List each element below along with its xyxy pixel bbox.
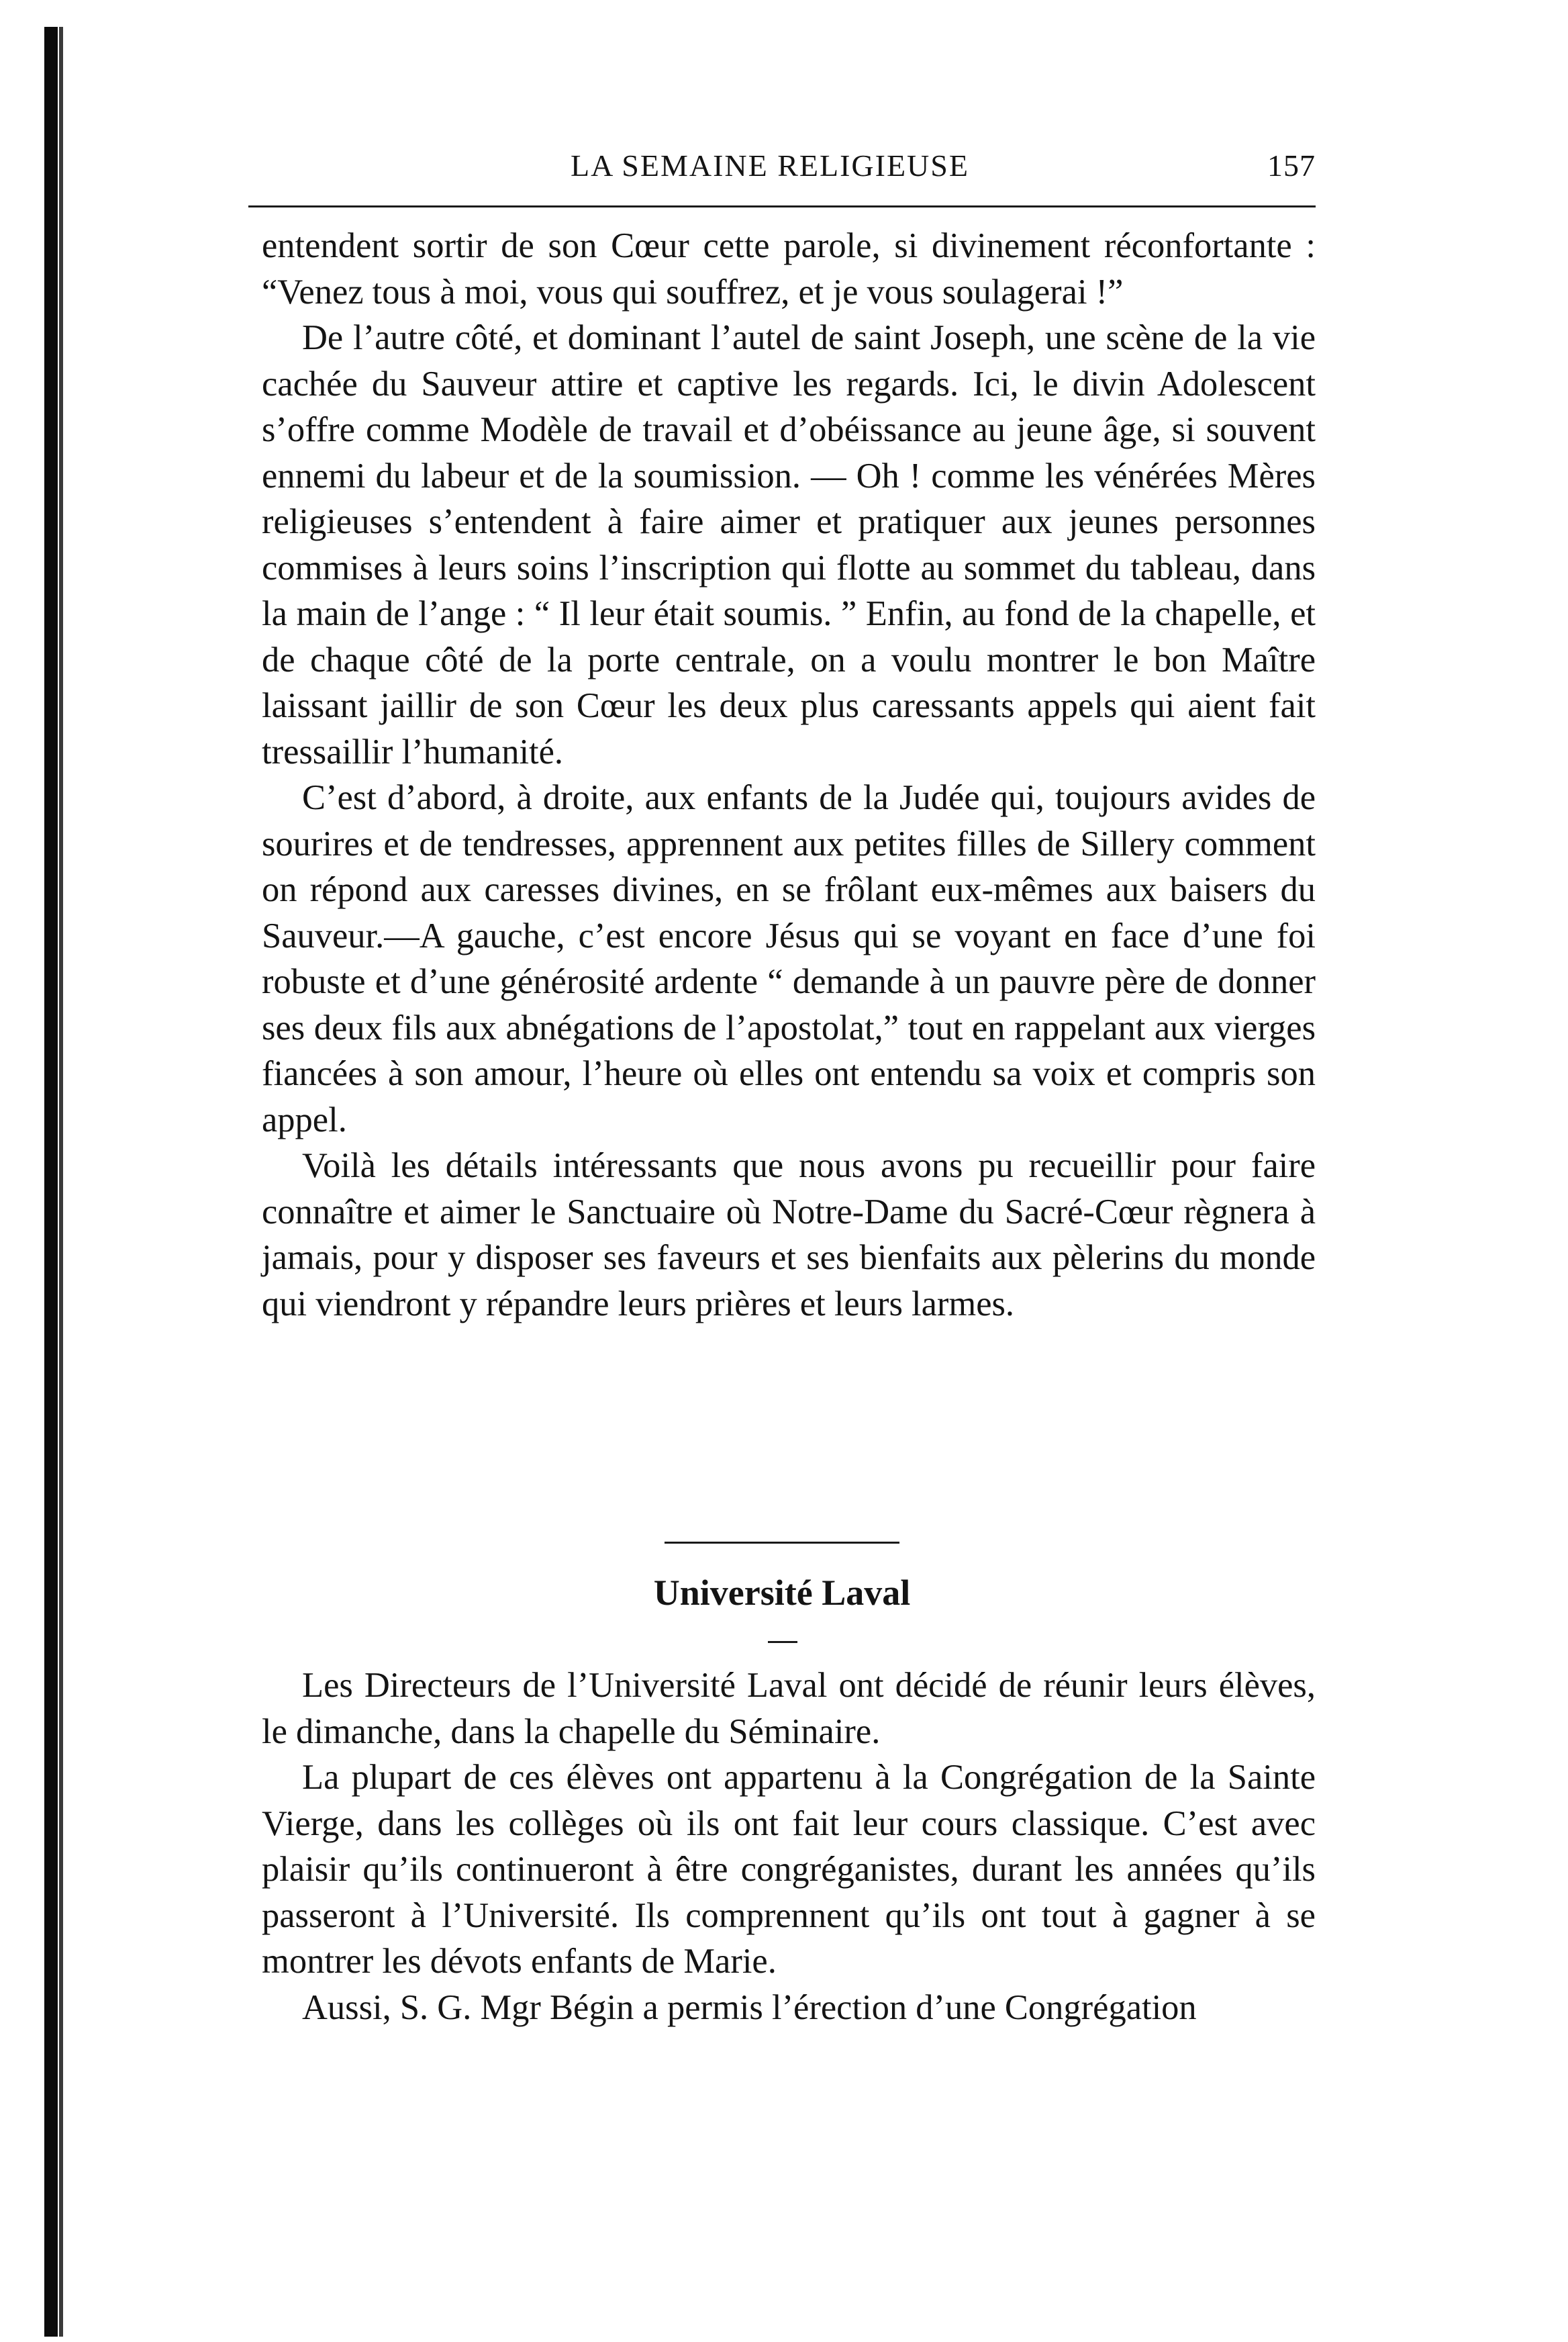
running-head bbox=[248, 148, 1316, 195]
section-2-text bbox=[262, 1662, 1316, 2030]
title-short-rule bbox=[768, 1641, 797, 1643]
header-rule bbox=[248, 205, 1316, 207]
page-number: 157 bbox=[1267, 148, 1316, 183]
section-1-text bbox=[262, 223, 1316, 1327]
paragraph: De l’autre côté, et dominant l’autel de saint Joseph, une scène de la vie cachée du Sauveur attire et captive les regards. Ici, le divin Adolescent s’offre comme Modèle de travail et d’obéissance au jeune âge, si souvent ennemi du labeur et de la soumission. — Oh ! comme les vénérées Mères religieuses s’entendent à faire aimer et pratiquer aux jeunes personnes commises à leurs soins l’inscription qui flotte au sommet du tableau, dans la main de l’ange : “ Il leur était soumis. ” Enfin, au fond de la chapelle, et de chaque côté de la porte centrale, on a voulu montrer le bon Maître laissant jaillir de son Cœur les deux plus caressants appels qui aient fait tressaillir l’humanité. bbox=[262, 318, 1316, 771]
page bbox=[248, 148, 1316, 2027]
binding-shadow bbox=[59, 27, 63, 2337]
paragraph: La plupart de ces élèves ont appartenu à la Congrégation de la Sainte Vierge, dans les collèges où ils ont fait leur cours classique. C’est avec plaisir qu’ils continueront à être congréganistes, durant les années qu’ils passeront à l’Université. Ils comprennent qu’ils ont tout à gagner à se montrer les dévots enfants de Marie. bbox=[262, 1758, 1316, 1981]
paragraph: Aussi, S. G. Mgr Bégin a permis l’érection d’une Congrégation bbox=[302, 1987, 1197, 2027]
running-head-title: LA SEMAINE RELIGIEUSE bbox=[571, 148, 969, 183]
paragraph: entendent sortir de son Cœur cette parole, si divinement réconfortante : “Venez tous à moi, vous qui souffrez, et je vous soulagerai !” bbox=[262, 226, 1316, 312]
paragraph: C’est d’abord, à droite, aux enfants de la Judée qui, toujours avides de sourires et de tendresses, apprennent aux petites filles de Sillery comment on répond aux caresses divines, en se frôlant eux-mêmes aux baisers du Sauveur.—A gauche, c’est encore Jésus qui se voyant en face d’une foi robuste et d’une générosité ardente “ demande à un pauvre père de donner ses deux fils aux abnégations de l’apostolat,” tout en rappelant aux vierges fiancées à son amour, l’heure où elles ont entendu sa voix et compris son appel. bbox=[262, 778, 1316, 1139]
paragraph: Voilà les détails intéressants que nous avons pu recueillir pour faire connaître et aimer le Sanctuaire où Notre-Dame du Sacré-Cœur règnera à jamais, pour y disposer ses faveurs et ses bienfaits aux pèlerins du monde qui viendront y répandre leurs prières et leurs larmes. bbox=[262, 1146, 1316, 1323]
section-divider-rule bbox=[665, 1542, 899, 1544]
paragraph: Les Directeurs de l’Université Laval ont décidé de réunir leurs élèves, le dimanche, dans la chapelle du Séminaire. bbox=[262, 1666, 1316, 1751]
section-title: Université Laval bbox=[653, 1573, 911, 1613]
binding-edge bbox=[44, 27, 58, 2337]
